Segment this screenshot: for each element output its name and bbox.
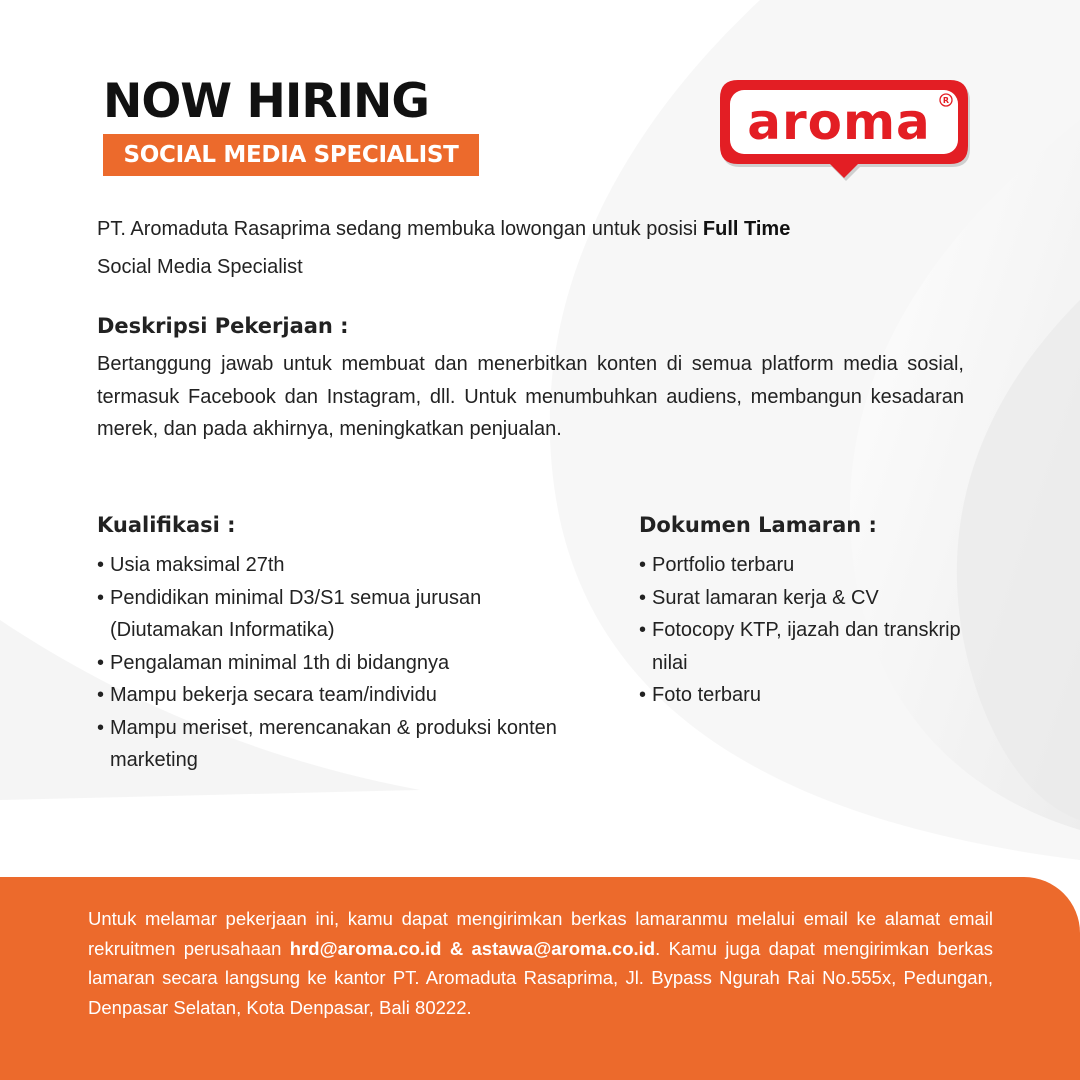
logo-wordmark: aroma bbox=[747, 93, 931, 151]
job-description-body: Bertanggung jawab untuk membuat dan menerbitkan konten di semua platform media sosial, termasuk Facebook dan Instagram, dll. Untuk menumbuhkan audiens, membangun kesadaran merek, dan pada akhirnya, meningkatkan penjualan. bbox=[97, 353, 964, 440]
aroma-logo bbox=[714, 76, 974, 182]
list-item: • Usia maksimal 27th bbox=[97, 549, 557, 582]
qualifications-list bbox=[97, 549, 557, 777]
bullet-icon: • bbox=[639, 619, 647, 641]
documents-list bbox=[639, 549, 979, 712]
list-item: • Foto terbaru bbox=[639, 679, 979, 712]
bullet-icon: • bbox=[97, 716, 105, 739]
footer-text-1: Untuk melamar pekerjaan ini, kamu dapat mengirimkan berkas lamaranmu melalui email ke alamat email rekruitmen perusahaan bbox=[88, 908, 993, 959]
page-title: NOW HIRING bbox=[103, 74, 429, 129]
bullet-icon: • bbox=[97, 554, 105, 576]
list-item: • Portfolio terbaru bbox=[639, 549, 979, 582]
bullet-icon: • bbox=[97, 586, 105, 609]
list-item: • Pendidikan minimal D3/S1 semua jurusan (Diutamakan Informatika) bbox=[97, 582, 557, 647]
intro-text-2: Social Media Specialist bbox=[97, 256, 303, 278]
footer-text-2: . Kamu juga dapat mengirimkan berkas lamaran secara langsung ke kantor PT. Aromaduta Rasaprima, Jl. Bypass Ngurah Rai No.555x, Pedungan, Denpasar Selatan, Kota Denpasar, Bali 80222. bbox=[88, 937, 993, 1018]
intro-text-1: PT. Aromaduta Rasaprima sedang membuka lowongan untuk posisi bbox=[97, 218, 703, 240]
bullet-icon: • bbox=[97, 684, 105, 706]
application-instructions bbox=[88, 904, 993, 1022]
registered-mark: R bbox=[942, 96, 950, 105]
intro-paragraph bbox=[97, 210, 977, 286]
bullet-icon: • bbox=[639, 586, 647, 609]
recruitment-emails[interactable]: hrd@aroma.co.id & astawa@aroma.co.id bbox=[289, 937, 656, 959]
bullet-icon: • bbox=[97, 651, 105, 674]
bullet-icon: • bbox=[639, 684, 647, 706]
list-item: • Mampu bekerja secara team/individu bbox=[97, 679, 557, 712]
list-item: • Surat lamaran kerja & CV bbox=[639, 582, 979, 615]
list-item: • Fotocopy KTP, ijazah dan transkrip nilai bbox=[639, 614, 979, 679]
bullet-icon: • bbox=[639, 554, 647, 576]
position-badge: SOCIAL MEDIA SPECIALIST bbox=[103, 134, 479, 176]
documents-heading: Dokumen Lamaran : bbox=[639, 513, 877, 537]
list-item: • Pengalaman minimal 1th di bidangnya bbox=[97, 647, 557, 680]
list-item: • Mampu meriset, merencanakan & produksi konten marketing bbox=[97, 712, 557, 777]
qualifications-heading: Kualifikasi : bbox=[97, 513, 236, 537]
employment-type: Full Time bbox=[702, 218, 791, 240]
job-description-heading: Deskripsi Pekerjaan : bbox=[97, 314, 349, 338]
